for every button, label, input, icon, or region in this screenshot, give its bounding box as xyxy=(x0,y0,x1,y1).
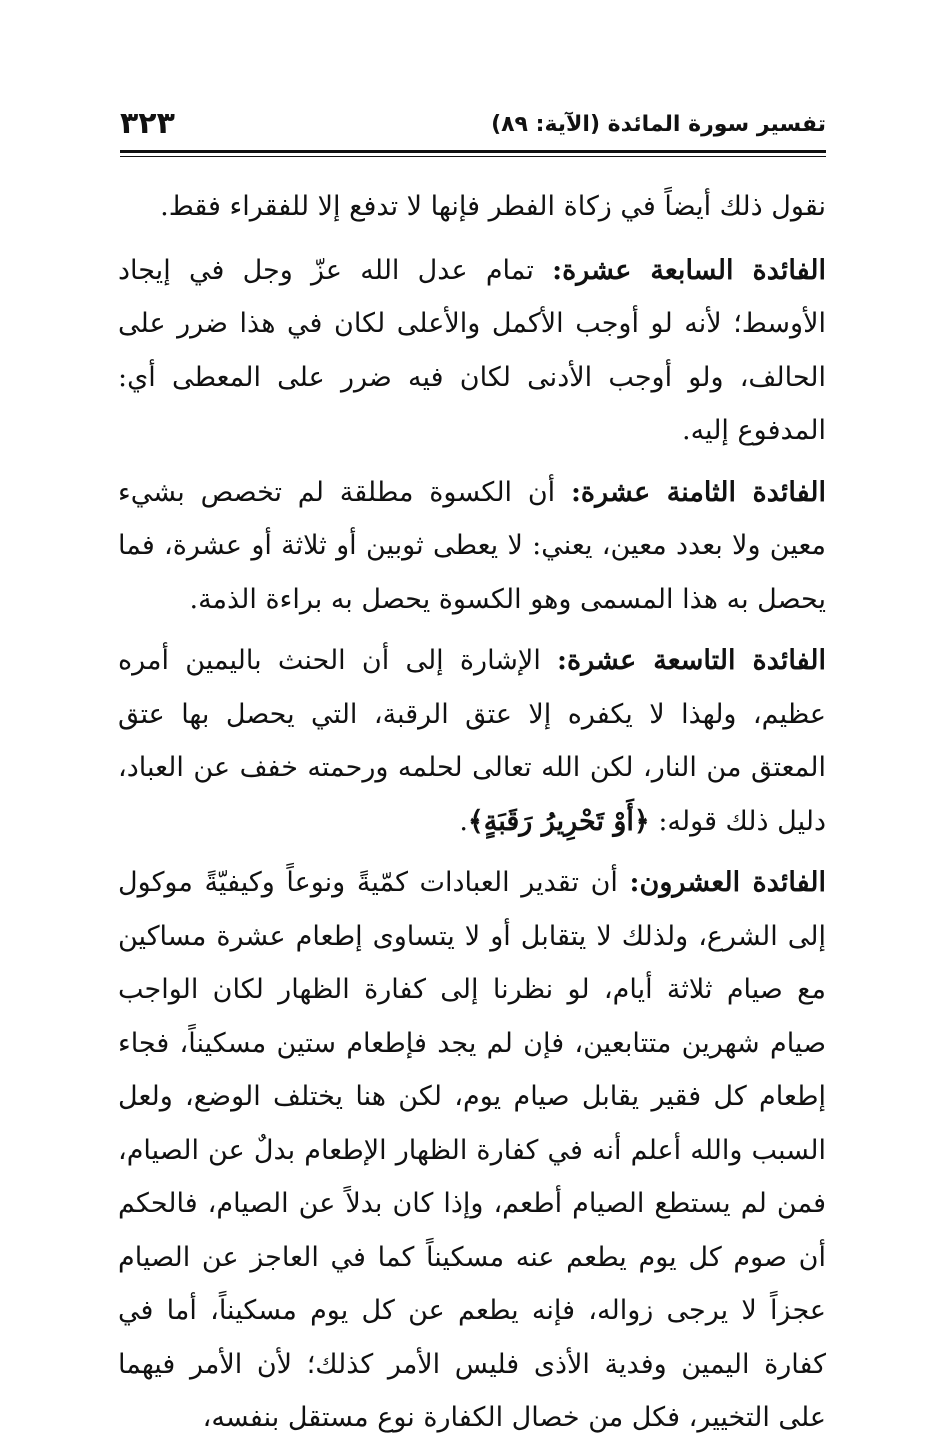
paragraph-2 xyxy=(118,244,826,458)
header-rule-thick xyxy=(120,150,826,153)
paragraph-text: أن الكسوة مطلقة لم تخصص بشيء معين ولا بعدد معين، يعني: لا يعطى ثوبين أو ثلاثة أو عشرة، فما يحصل به هذا المسمى وهو الكسوة يحصل به براءة الذمة. xyxy=(118,476,826,615)
paragraph-text: أن تقدير العبادات كمّيةً ونوعاً وكيفيّةً موكول إلى الشرع، ولذلك لا يتقابل أو لا يتساوى إطعام عشرة مساكين مع صيام ثلاثة أيام، لو نظرنا إلى كفارة الظهار لكان الواجب صيام شهرين متتابعين، فإن لم يجد فإطعام ستين مسكيناً، فجاء إطعام كل فقير يقابل صيام يوم، لكن هنا يختلف الوضع، ولعل السبب والله أعلم أنه في كفارة الظهار الإطعام بدلٌ عن الصيام، فمن لم يستطع الصيام أطعم، وإذا كان بدلاً عن الصيام، فالحكم أن صوم كل يوم يطعم عنه مسكيناً كما في العاجز عن الصيام عجزاً لا يرجى زواله، فإنه يطعم عن كل يوم مسكيناً، أما في كفارة اليمين وفدية الأذى فليس الأمر كذلك؛ لأن الأمر فيهما على التخيير، فكل من خصال الكفارة نوع مستقل بنفسه، xyxy=(118,867,826,1433)
section-heading: الفائدة الثامنة عشرة: xyxy=(570,476,827,508)
paragraph-tail: . xyxy=(459,805,468,837)
section-heading: الفائدة التاسعة عشرة: xyxy=(557,645,826,676)
paragraph-4 xyxy=(118,634,826,848)
page-body xyxy=(118,180,826,1453)
paragraph-1 xyxy=(118,180,826,234)
paragraph-5 xyxy=(118,856,826,1445)
header-rule-thin xyxy=(120,156,826,157)
paragraph-text: نقول ذلك أيضاً في زكاة الفطر فإنها لا تدفع إلا للفقراء فقط. xyxy=(160,191,826,222)
quran-quote: ﴿أَوْ تَحْرِيرُ رَقَبَةٍ﴾ xyxy=(467,805,650,837)
running-title: تفسير سورة المائدة (الآية: ٨٩) xyxy=(491,112,826,137)
paragraph-3 xyxy=(118,466,826,627)
section-heading: الفائدة السابعة عشرة: xyxy=(552,254,826,286)
paragraph-text: تمام عدل الله عزّ وجل في إيجاد الأوسط؛ لأنه لو أوجب الأكمل والأعلى لكان في هذا ضرر على الحالف، ولو أوجب الأدنى لكان فيه ضرر على المعطى أي: المدفوع إليه. xyxy=(118,254,826,446)
paragraph-text: الإشارة إلى أن الحنث باليمين أمره عظيم، ولهذا لا يكفره إلا عتق الرقبة، التي يحصل بها عتق المعتق من النار، لكن الله تعالى لحلمه ورحمته خفف عن العباد، دليل ذلك قوله: xyxy=(118,645,826,837)
section-heading: الفائدة العشرون: xyxy=(629,867,826,898)
page-header xyxy=(120,108,826,148)
page-number: ٣٢٣ xyxy=(120,106,175,141)
